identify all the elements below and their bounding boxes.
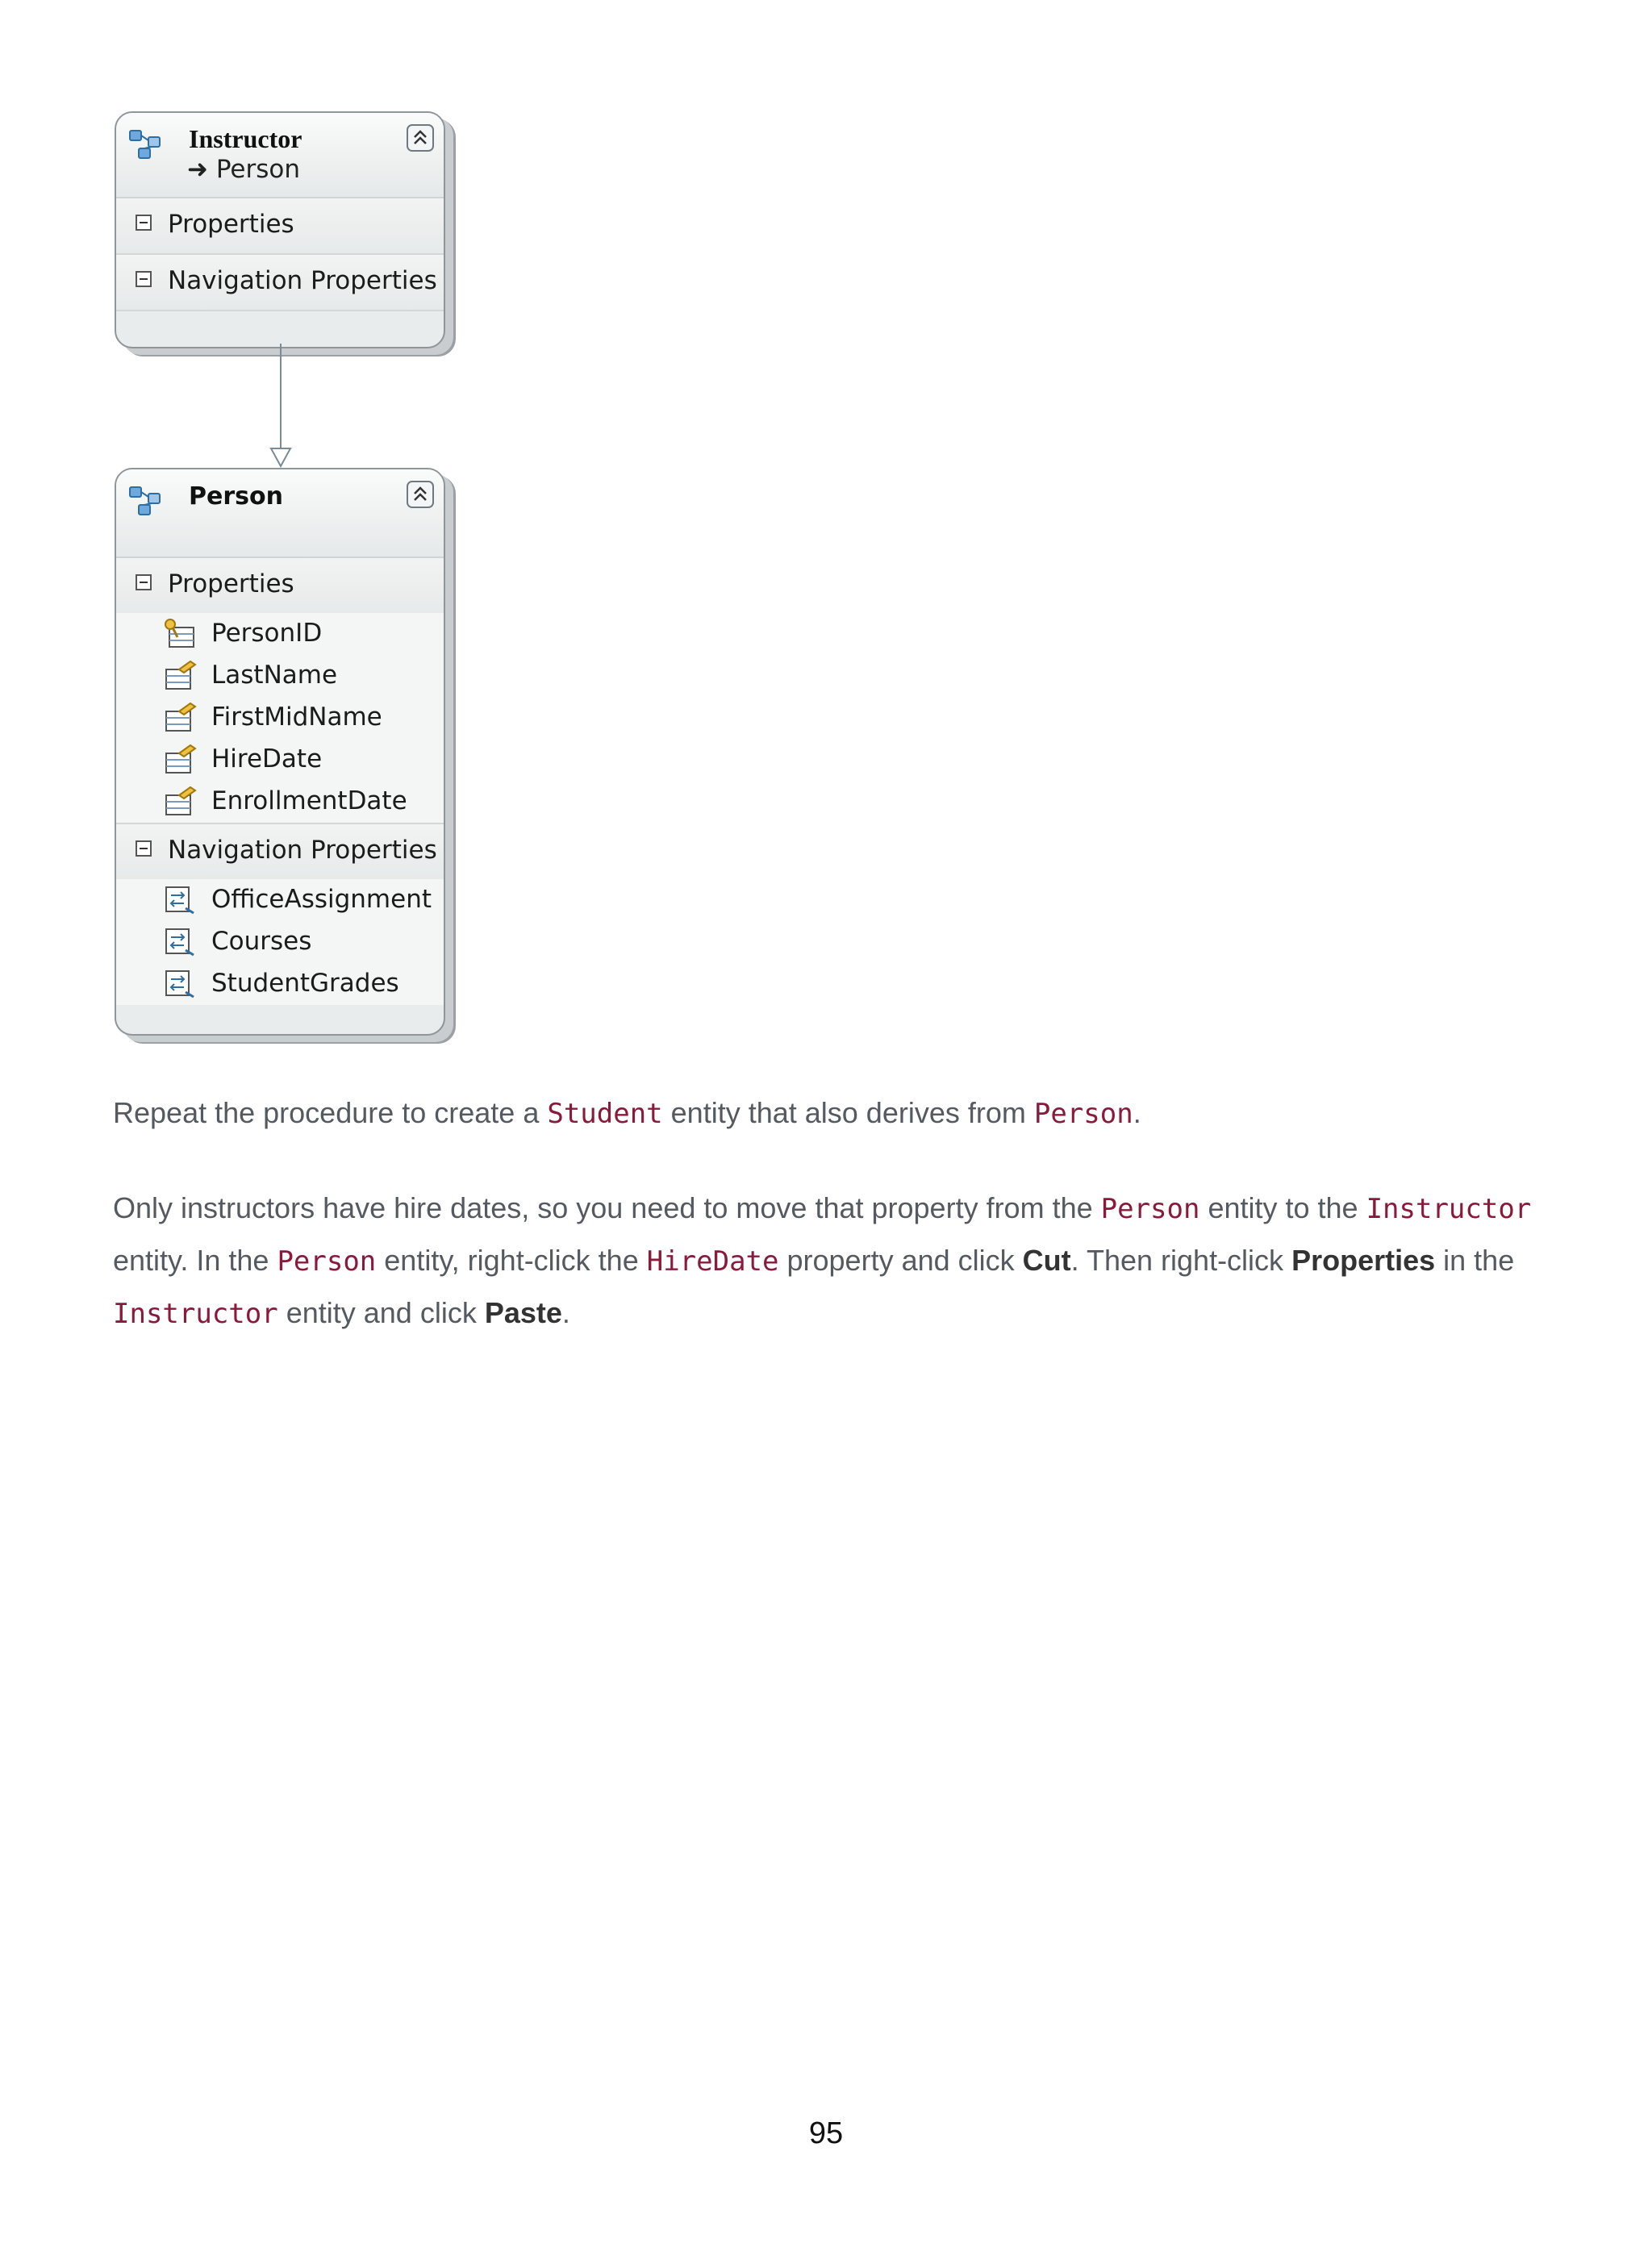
ui-term-properties: Properties: [1291, 1244, 1436, 1277]
text-run: Only instructors have hire dates, so you need to move that property from the: [113, 1191, 1101, 1224]
code-student: Student: [547, 1098, 663, 1130]
entity-diagram: [111, 110, 469, 1039]
section-label: Navigation Properties: [168, 836, 437, 865]
text-run: . Then right-click: [1070, 1244, 1292, 1277]
collapse-minus-icon[interactable]: [136, 215, 152, 231]
property-item-enrollmentdate[interactable]: [116, 781, 444, 823]
property-label: PersonID: [211, 619, 323, 648]
text-run: .: [1133, 1096, 1141, 1129]
navigation-property-list: [116, 879, 444, 1005]
ui-term-cut: Cut: [1022, 1244, 1071, 1277]
property-icon: [163, 702, 197, 734]
entity-header: [116, 469, 444, 558]
property-label: EnrollmentDate: [211, 786, 407, 815]
property-label: HireDate: [211, 744, 323, 773]
navigation-item-courses[interactable]: [116, 921, 444, 963]
double-chevron-up-icon: [408, 126, 432, 150]
page-number: 95: [808, 2116, 844, 2150]
section-navigation-properties[interactable]: [116, 823, 444, 879]
code-instructor: Instructor: [113, 1298, 278, 1330]
navigation-property-icon: [163, 968, 197, 1000]
text-run: entity, right-click the: [376, 1244, 647, 1277]
entity-title: Person: [189, 482, 283, 511]
collapse-button[interactable]: [407, 124, 434, 152]
entity-base-type: [187, 155, 300, 184]
text-run: property and click: [778, 1244, 1023, 1277]
code-person: Person: [1100, 1193, 1200, 1225]
paragraph-student-entity: [113, 1087, 1549, 1140]
navigation-item-studentgrades[interactable]: [116, 963, 444, 1005]
navigation-label: Courses: [211, 927, 312, 956]
section-navigation-properties[interactable]: [116, 255, 444, 311]
collapse-button[interactable]: [407, 481, 434, 508]
property-icon: [163, 786, 197, 818]
property-icon: [163, 660, 197, 692]
property-label: LastName: [211, 661, 338, 690]
entity-person[interactable]: [115, 468, 445, 1036]
arrow-right-icon: ➜: [187, 155, 208, 184]
property-item-personid[interactable]: [116, 613, 444, 655]
text-run: in the: [1435, 1244, 1515, 1277]
text-run: .: [561, 1296, 570, 1329]
section-label: Properties: [168, 569, 294, 598]
property-icon: [163, 744, 197, 776]
navigation-property-icon: [163, 926, 197, 958]
text-run: entity that also derives from: [662, 1096, 1034, 1129]
text-run: entity to the: [1199, 1191, 1366, 1224]
property-list: [116, 613, 444, 823]
navigation-item-officeassignment[interactable]: [116, 879, 444, 921]
section-properties[interactable]: [116, 198, 444, 255]
property-item-lastname[interactable]: [116, 655, 444, 697]
base-type-label: Person: [215, 155, 301, 184]
inheritance-connector: [265, 344, 297, 473]
section-label: Properties: [168, 210, 294, 239]
navigation-property-icon: [163, 884, 197, 916]
ui-term-paste: Paste: [484, 1296, 562, 1329]
entity-icon: [127, 124, 165, 161]
entity-header: [116, 113, 444, 198]
code-person: Person: [277, 1245, 377, 1278]
navigation-label: OfficeAssignment: [211, 885, 432, 914]
entity-instructor[interactable]: [115, 111, 445, 348]
text-run: Repeat the procedure to create a: [113, 1096, 548, 1129]
property-item-firstmidname[interactable]: [116, 697, 444, 739]
text-run: entity. In the: [113, 1244, 277, 1277]
section-label: Navigation Properties: [168, 266, 437, 295]
entity-icon: [127, 481, 165, 518]
code-instructor: Instructor: [1366, 1193, 1532, 1225]
double-chevron-up-icon: [408, 482, 432, 507]
collapse-minus-icon[interactable]: [136, 271, 152, 287]
property-label: FirstMidName: [211, 703, 382, 732]
collapse-minus-icon[interactable]: [136, 840, 152, 857]
paragraph-move-hiredate: [113, 1182, 1549, 1340]
navigation-label: StudentGrades: [211, 969, 399, 998]
code-hiredate: HireDate: [646, 1245, 779, 1278]
property-item-hiredate[interactable]: [116, 739, 444, 781]
collapse-minus-icon[interactable]: [136, 574, 152, 590]
code-person: Person: [1033, 1098, 1133, 1130]
section-properties[interactable]: [116, 558, 444, 613]
entity-title: Instructor: [189, 124, 302, 153]
text-run: entity and click: [277, 1296, 485, 1329]
key-property-icon: [163, 618, 197, 650]
